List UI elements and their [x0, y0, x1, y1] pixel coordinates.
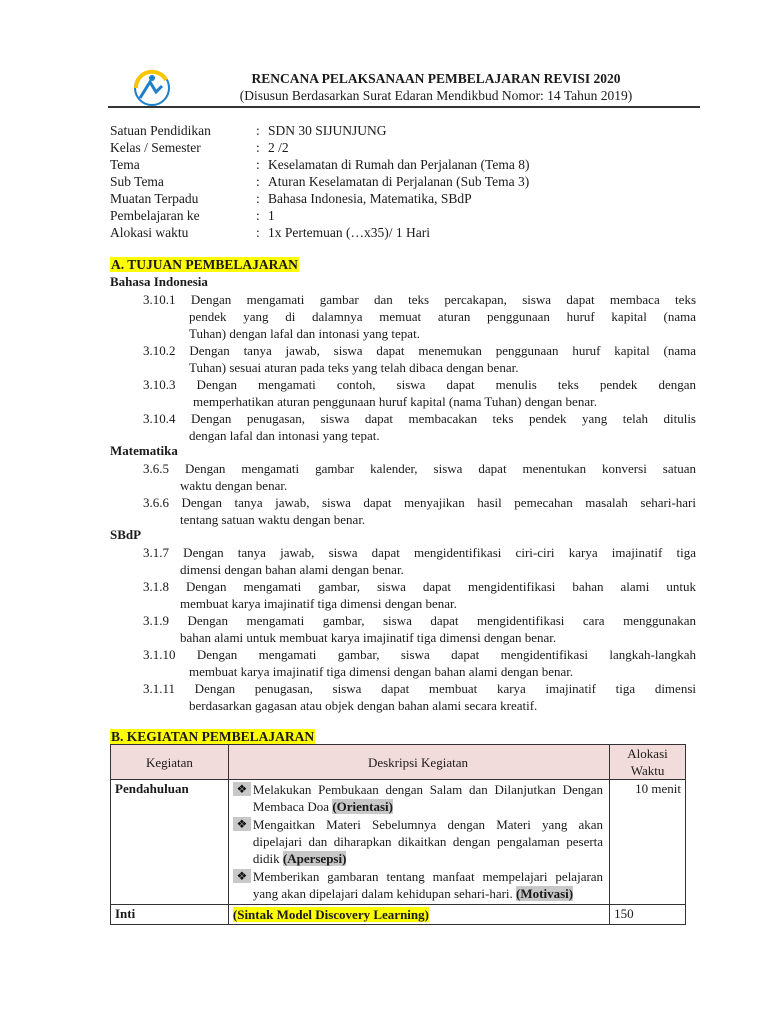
sintak-label: (Sintak Model Discovery Learning): [232, 907, 429, 922]
info-value: 2 /2: [268, 140, 289, 155]
objective-line: 3.6.5 Dengan mengamati gambar kalender, siswa dapat menentukan konversi satuan: [143, 461, 696, 476]
info-row: [110, 156, 700, 173]
objective-item: [143, 646, 696, 680]
info-row: [110, 224, 700, 241]
tut-wuri-logo-icon: [130, 68, 174, 108]
activity-text: [253, 781, 603, 815]
info-label: Pembelajaran ke: [110, 208, 200, 223]
info-label: Kelas / Semester: [110, 140, 201, 155]
activity-tag: (Motivasi): [516, 886, 574, 901]
info-colon: :: [256, 208, 260, 223]
objective-line: tentang satuan waktu dengan benar.: [180, 512, 366, 527]
activity-text: [253, 816, 603, 867]
info-colon: :: [256, 191, 260, 206]
info-colon: :: [256, 140, 260, 155]
info-colon: :: [256, 123, 260, 138]
objective-item: [143, 612, 696, 646]
header-divider: [108, 106, 700, 108]
header-deskripsi: Deskripsi Kegiatan: [228, 745, 609, 780]
objective-line: 3.6.6 Dengan tanya jawab, siswa dapat menyajikan hasil pemecahan masalah sehari-hari: [143, 495, 696, 510]
document-title: RENCANA PELAKSANAAN PEMBELAJARAN REVISI 2020: [251, 71, 621, 86]
objective-item: [143, 460, 696, 494]
objective-line: memperhatikan aturan penggunaan huruf kapital (nama Tuhan) dengan benar.: [193, 394, 597, 409]
section-b-title: B. KEGIATAN PEMBELAJARAN: [111, 729, 315, 744]
objective-line: membuat karya imajinatif tiga dimensi dengan bahan alami dengan benar.: [189, 664, 574, 679]
info-label: Alokasi waktu: [110, 225, 189, 240]
activity-description: Memberikan gambaran tentang manfaat mempelajari pelajaran yang akan dipelajari dalam kehidupan sehari-hari.: [252, 869, 604, 901]
header-kegiatan: Kegiatan: [111, 745, 229, 780]
table-row: [111, 905, 686, 925]
info-row: [110, 139, 700, 156]
table-row: [111, 780, 686, 905]
activity-item: [233, 781, 603, 815]
activities-table: [110, 744, 686, 925]
info-label: Satuan Pendidikan: [110, 123, 211, 138]
kegiatan-inti: Inti: [111, 905, 229, 925]
section-a-heading: [110, 256, 299, 273]
objective-line: dimensi dengan bahan alami dengan benar.: [180, 562, 404, 577]
objective-line: bahan alami untuk membuat karya imajinatif tiga dimensi dengan benar.: [180, 630, 557, 645]
header-alokasi: Alokasi Waktu: [610, 745, 686, 780]
activity-description: Mengaitkan Materi Sebelumnya dengan Materi yang akan dipelajari dan diharapkan dikaitkan dengan pengalaman peserta didik: [252, 817, 604, 866]
objective-line: waktu dengan benar.: [180, 478, 288, 493]
activity-item: [233, 868, 603, 902]
objective-line: 3.1.8 Dengan mengamati gambar, siswa dapat mengidentifikasi bahan alami untuk: [143, 579, 696, 594]
objective-line: 3.10.4 Dengan penugasan, siswa dapat membacakan teks pendek yang telah ditulis: [143, 411, 696, 426]
info-value: 1x Pertemuan (…x35)/ 1 Hari: [268, 225, 430, 240]
objective-item: [143, 376, 696, 410]
deskripsi-inti: [228, 905, 609, 925]
objective-line: 3.10.1 Dengan mengamati gambar dan teks percakapan, siswa dapat membaca teks: [143, 292, 696, 307]
section-a-title: A. TUJUAN PEMBELAJARAN: [111, 257, 298, 272]
subject-heading-matematika: Matematika: [110, 443, 178, 458]
activity-tag: (Orientasi): [332, 799, 393, 814]
objective-line: Tuhan) sesuai aturan pada teks yang telah dibaca dengan benar.: [189, 360, 519, 375]
objective-item: [143, 342, 696, 376]
objective-line: Tuhan) dengan lafal dan intonasi yang tepat.: [189, 326, 420, 341]
diamond-bullet-icon: ❖: [233, 782, 251, 796]
subject-heading-sbdp: SBdP: [110, 527, 142, 542]
objective-item: [143, 291, 696, 342]
kegiatan-pendahuluan: Pendahuluan: [111, 780, 229, 905]
objective-item: [143, 578, 696, 612]
table-header-row: [111, 745, 686, 780]
info-value: Aturan Keselamatan di Perjalanan (Sub Tema 3): [268, 174, 530, 189]
objective-line: 3.10.3 Dengan mengamati contoh, siswa dapat menulis teks pendek dengan: [143, 377, 696, 392]
identity-info: [110, 122, 700, 241]
info-colon: :: [256, 174, 260, 189]
info-colon: :: [256, 225, 260, 240]
objective-line: 3.10.2 Dengan tanya jawab, siswa dapat menemukan penggunaan huruf kapital (nama: [143, 343, 696, 358]
info-value: 1: [268, 208, 275, 223]
activity-description: Melakukan Pembukaan dengan Salam dan Dilanjutkan Dengan Membaca Doa: [252, 782, 604, 814]
info-colon: :: [256, 157, 260, 172]
objective-item: [143, 410, 696, 444]
diamond-bullet-icon: ❖: [233, 869, 251, 883]
document-subtitle: (Disusun Berdasarkan Surat Edaran Mendikbud Nomor: 14 Tahun 2019): [239, 88, 633, 103]
section-b-heading: [110, 728, 315, 745]
info-row: [110, 122, 700, 139]
alokasi-pendahuluan: 10 menit: [610, 780, 686, 905]
info-label: Tema: [110, 157, 140, 172]
activity-tag: (Apersepsi): [282, 851, 347, 866]
info-row: [110, 173, 700, 190]
objective-item: [143, 680, 696, 714]
objective-item: [143, 494, 696, 528]
activity-text: [253, 868, 603, 902]
objective-line: pendek yang di dalamnya memuat aturan penggunaan huruf kapital (nama: [189, 309, 696, 324]
objective-line: 3.1.11 Dengan penugasan, siswa dapat membuat karya imajinatif tiga dimensi: [143, 681, 696, 696]
alokasi-inti: 150: [610, 905, 686, 925]
info-value: Keselamatan di Rumah dan Perjalanan (Tema 8): [268, 157, 530, 172]
objective-line: 3.1.7 Dengan tanya jawab, siswa dapat mengidentifikasi ciri-ciri karya imajinatif tiga: [143, 545, 696, 560]
info-row: [110, 190, 700, 207]
objective-line: 3.1.10 Dengan mengamati gambar, siswa dapat mengidentifikasi langkah-langkah: [143, 647, 696, 662]
diamond-bullet-icon: ❖: [233, 817, 251, 831]
info-row: [110, 207, 700, 224]
objective-line: dengan lafal dan intonasi yang tepat.: [189, 428, 380, 443]
objective-line: membuat karya imajinatif tiga dimensi dengan benar.: [180, 596, 457, 611]
objective-line: berdasarkan gagasan atau objek dengan bahan alami secara kreatif.: [189, 698, 538, 713]
objective-line: 3.1.9 Dengan mengamati gambar, siswa dapat mengidentifikasi cara menggunakan: [143, 613, 696, 628]
info-value: Bahasa Indonesia, Matematika, SBdP: [268, 191, 472, 206]
info-label: Sub Tema: [110, 174, 164, 189]
subject-heading-bahasa: Bahasa Indonesia: [110, 274, 208, 289]
info-label: Muatan Terpadu: [110, 191, 199, 206]
info-value: SDN 30 SIJUNJUNG: [268, 123, 387, 138]
deskripsi-pendahuluan: [228, 780, 609, 905]
objective-item: [143, 544, 696, 578]
activity-item: [233, 816, 603, 867]
